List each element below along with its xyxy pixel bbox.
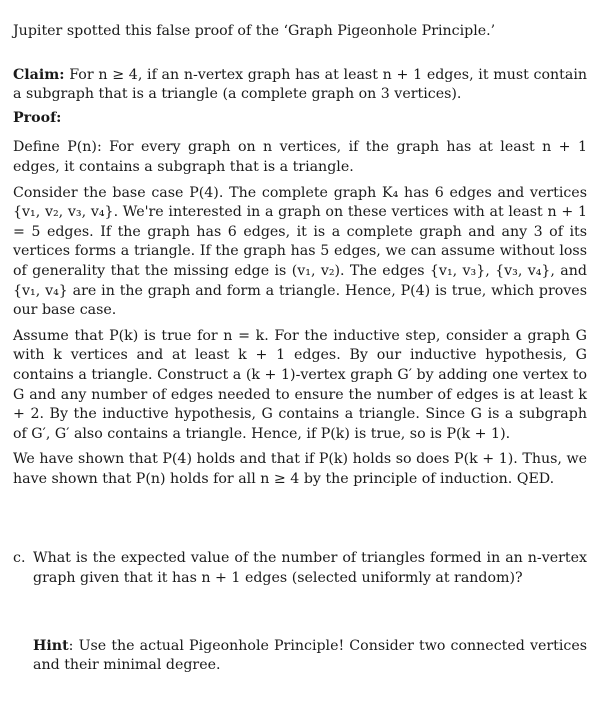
claim-paragraph [13, 66, 587, 105]
hint-paragraph [13, 637, 587, 676]
claim-label: Claim: [13, 66, 65, 83]
proof-paragraph-conclusion: We have shown that P(4) holds and that if P(k) holds so does P(k + 1). Thus, we have shown that P(n) holds for all n ≥ 4 by the principle of induction. QED. [13, 451, 587, 487]
question-c [13, 549, 587, 588]
question-c-text: What is the expected value of the number of triangles formed in an n-vertex graph given that it has n + 1 edges (selected uniformly at random)? [33, 550, 587, 587]
proof-paragraph-inductive-step: Assume that P(k) is true for n = k. For the inductive step, consider a graph G with k vertices and at least k + 1 edges. By our inductive hypothesis, G contains a triangle. Construct a (k + 1)-vertex graph G′ by adding one vertex to G and any number of edges needed to ensure the number of edges is at least k + 2. By the inductive hypothesis, G contains a triangle. Since G is a subgraph of G′, G′ also contains a triangle. Hence, if P(k) is true, so is P(k + 1). [13, 327, 587, 442]
intro-text: Jupiter spotted this false proof of the ‘Graph Pigeonhole Principle.’ [13, 23, 496, 39]
hint-text: : Use the actual Pigeonhole Principle! Consider two connected vertices and their minimal degree. [33, 637, 587, 674]
claim-text: For n ≥ 4, if an n-vertex graph has at least n + 1 edges, it must contain a subgraph that is a triangle (a complete graph on 3 vertices). [13, 66, 587, 103]
proof-heading: Proof: [13, 109, 62, 126]
hint-label: Hint [33, 637, 69, 654]
proof-paragraph-definition: Define P(n): For every graph on n vertices, if the graph has at least n + 1 edges, it contains a subgraph that is a triangle. [13, 139, 587, 175]
question-c-label: c. [13, 550, 26, 567]
proof-paragraph-base-case: Consider the base case P(4). The complete graph K₄ has 6 edges and vertices {v₁, v₂, v₃, v₄}. We're interested in a graph on these vertices with at least n + 1 = 5 edges. If the graph has 6 edges, it is a complete graph and any 3 of its vertices forms a triangle. If the graph has 5 edges, we can assume without loss of generality that the missing edge is (v₁, v₂). The edges {v₁, v₃}, {v₃, v₄}, and {v₁, v₄} are in the graph and form a triangle. Hence, P(4) is true, which proves our base case. [13, 184, 587, 319]
